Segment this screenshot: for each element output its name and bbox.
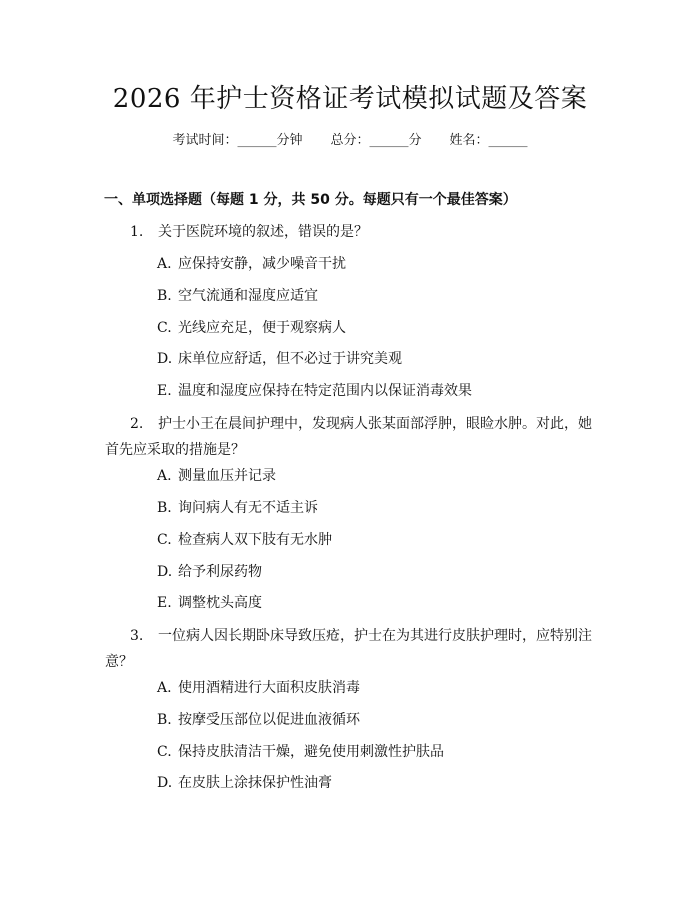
option-2a: [157, 465, 276, 487]
exam-meta: [0, 131, 700, 151]
option-letter: C.: [157, 532, 172, 548]
option-text: 空气流通和湿度应适宜: [178, 288, 318, 304]
question-1: [105, 219, 597, 245]
option-2c: [157, 529, 332, 551]
option-letter: C.: [157, 320, 172, 336]
question-text: 关于医院环境的叙述，错误的是？: [158, 224, 368, 240]
option-letter: A.: [157, 680, 172, 696]
option-text: 床单位应舒适，但不必过于讲究美观: [178, 351, 402, 367]
option-text: 光线应充足，便于观察病人: [178, 320, 346, 336]
document-title: 2026 年护士资格证考试模拟试题及答案: [112, 84, 588, 114]
question-3: [105, 623, 597, 675]
option-letter: E.: [157, 595, 172, 611]
option-letter: B.: [157, 500, 172, 516]
option-letter: D.: [157, 351, 173, 367]
option-1b: [157, 285, 318, 307]
option-letter: D.: [157, 564, 173, 580]
question-number: 3.: [130, 628, 144, 644]
name-label: 姓名：______: [449, 133, 528, 148]
option-text: 在皮肤上涂抹保护性油膏: [178, 775, 332, 791]
option-text: 按摩受压部位以促进血液循环: [178, 712, 360, 728]
option-letter: A.: [157, 468, 172, 484]
option-letter: B.: [157, 712, 172, 728]
option-1d: [157, 348, 402, 370]
exam-time-label: 考试时间：______分钟: [172, 133, 303, 148]
option-2e: [157, 592, 262, 614]
option-text: 测量血压并记录: [178, 468, 276, 484]
option-3a: [157, 677, 360, 699]
option-1e: [157, 380, 472, 402]
option-letter: E.: [157, 383, 172, 399]
option-2b: [157, 497, 318, 519]
section-heading: 一、单项选择题（每题 1 分，共 50 分。每题只有一个最佳答案）: [104, 192, 517, 208]
option-text: 应保持安静，减少噪音干扰: [178, 256, 346, 272]
option-3d: [157, 772, 332, 794]
option-letter: B.: [157, 288, 172, 304]
option-3b: [157, 709, 360, 731]
option-text: 调整枕头高度: [178, 595, 262, 611]
option-letter: D.: [157, 775, 173, 791]
option-3c: [157, 741, 444, 763]
question-text: 护士小王在晨间护理中，发现病人张某面部浮肿，眼睑水肿。对此，她首先应采取的措施是？: [105, 416, 592, 458]
question-text: 一位病人因长期卧床导致压疮，护士在为其进行皮肤护理时，应特别注意？: [105, 628, 592, 670]
option-letter: A.: [157, 256, 172, 272]
option-1a: [157, 253, 346, 275]
option-1c: [157, 317, 346, 339]
option-2d: [157, 561, 262, 583]
option-letter: C.: [157, 744, 172, 760]
option-text: 温度和湿度应保持在特定范围内以保证消毒效果: [178, 383, 472, 399]
total-score-label: 总分：______分: [330, 133, 422, 148]
option-text: 给予利尿药物: [178, 564, 262, 580]
option-text: 保持皮肤清洁干燥，避免使用刺激性护肤品: [178, 744, 444, 760]
question-number: 2.: [130, 416, 144, 432]
option-text: 使用酒精进行大面积皮肤消毒: [178, 680, 360, 696]
option-text: 询问病人有无不适主诉: [178, 500, 318, 516]
question-2: [105, 411, 597, 463]
question-number: 1.: [130, 224, 144, 240]
option-text: 检查病人双下肢有无水肿: [178, 532, 332, 548]
